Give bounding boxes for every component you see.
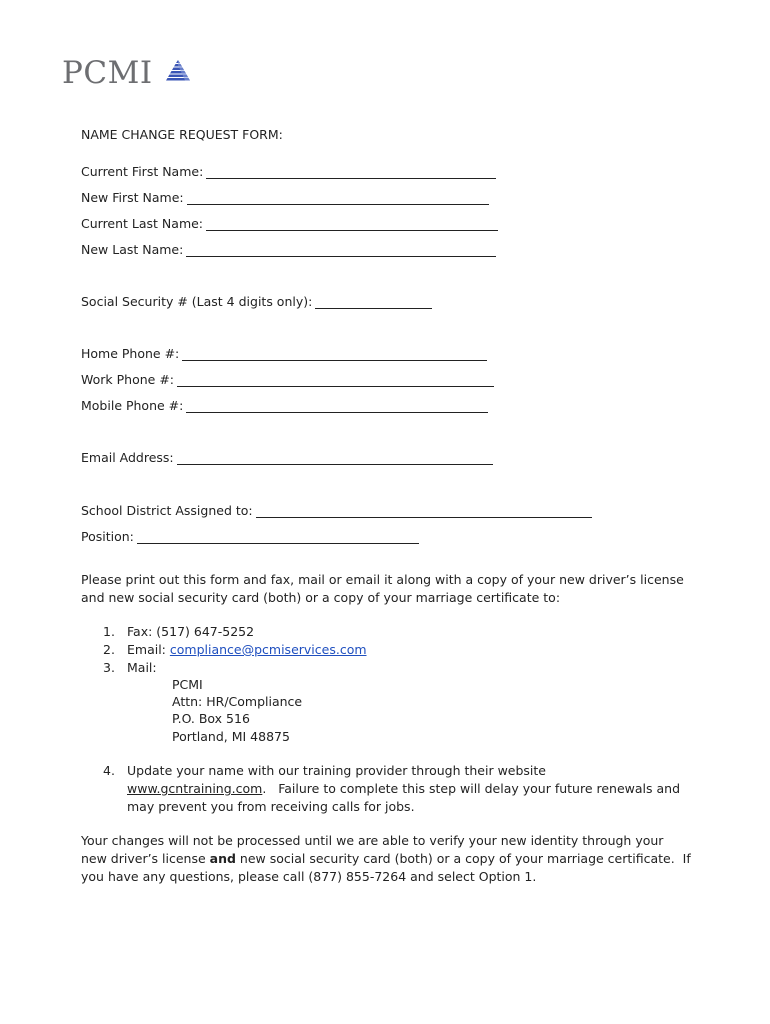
mobile-phone-field[interactable] [81, 398, 488, 413]
email-label: Email Address: [81, 450, 174, 465]
logo-text: PCMI [62, 55, 153, 91]
update-text-before: Update your name with our training provider through their website [127, 763, 546, 778]
instructions-intro: Please print out this form and fax, mail or email it along with a copy of your new driver’s license and new social security card (both) or a copy of your marriage certificate to: [81, 572, 684, 605]
ssn-label: Social Security # (Last 4 digits only): [81, 294, 313, 309]
home-phone-line[interactable] [182, 348, 487, 361]
mobile-phone-line[interactable] [186, 400, 488, 413]
school-district-line[interactable] [256, 505, 592, 518]
work-phone-line[interactable] [177, 374, 494, 387]
list-item-email [103, 641, 367, 659]
mail-text: Mail: [127, 660, 157, 675]
school-district-field[interactable] [81, 503, 592, 518]
update-training-text [127, 762, 688, 816]
update-text-after: . Failure to complete this step will delay your future renewals and may prevent you from receiving calls for jobs. [127, 781, 685, 814]
compliance-email-link[interactable]: compliance@pcmiservices.com [169, 642, 367, 657]
position-label: Position: [81, 529, 134, 544]
new-first-name-label: New First Name: [81, 190, 184, 205]
current-last-name-label: Current Last Name: [81, 216, 204, 231]
list-number: 3. [103, 660, 115, 675]
position-line[interactable] [137, 531, 419, 544]
fax-text: Fax: (517) 647-5252 [127, 624, 255, 639]
work-phone-label: Work Phone #: [81, 372, 175, 387]
address-line: Portland, MI 48875 [172, 729, 290, 744]
list-item-update-training [103, 762, 688, 816]
address-line: P.O. Box 516 [172, 711, 250, 726]
home-phone-field[interactable] [81, 346, 487, 361]
address-line: Attn: HR/Compliance [172, 694, 303, 709]
training-website-link[interactable]: www.gcntraining.com [127, 781, 263, 796]
list-item-fax [103, 623, 254, 641]
new-last-name-label: New Last Name: [81, 242, 184, 257]
home-phone-label: Home Phone #: [81, 346, 180, 361]
ssn-field[interactable] [81, 294, 432, 309]
list-number: 2. [103, 642, 115, 657]
current-first-name-label: Current First Name: [81, 164, 204, 179]
list-number: 1. [103, 624, 115, 639]
email-line[interactable] [177, 452, 493, 465]
ssn-line[interactable] [315, 296, 432, 309]
form-title: NAME CHANGE REQUEST FORM: [81, 127, 283, 142]
current-first-name-line[interactable] [206, 166, 496, 179]
current-first-name-field[interactable] [81, 164, 496, 179]
closing-part1: Your changes will not be processed until we are able to verify your new identity through your new driver’s license [81, 833, 664, 866]
position-field[interactable] [81, 529, 419, 544]
pcmi-logo [62, 56, 191, 90]
closing-bold: and [209, 851, 236, 866]
address-line: PCMI [172, 677, 203, 692]
new-first-name-field[interactable] [81, 190, 489, 205]
email-field[interactable] [81, 450, 493, 465]
current-last-name-field[interactable] [81, 216, 498, 231]
school-district-label: School District Assigned to: [81, 503, 253, 518]
work-phone-field[interactable] [81, 372, 494, 387]
new-last-name-line[interactable] [186, 244, 496, 257]
closing-paragraph [81, 832, 695, 886]
list-item-mail [103, 659, 157, 677]
new-last-name-field[interactable] [81, 242, 496, 257]
mobile-phone-label: Mobile Phone #: [81, 398, 184, 413]
new-first-name-line[interactable] [187, 192, 489, 205]
closing-part2: new social security card (both) or a copy of your marriage certificate. If you have any questions, please call (877) 855-7264 and select Option 1. [81, 851, 695, 884]
current-last-name-line[interactable] [206, 218, 498, 231]
list-number: 4. [103, 763, 115, 778]
pyramid-logo-icon [165, 59, 191, 89]
email-label-text: Email: [127, 642, 170, 657]
